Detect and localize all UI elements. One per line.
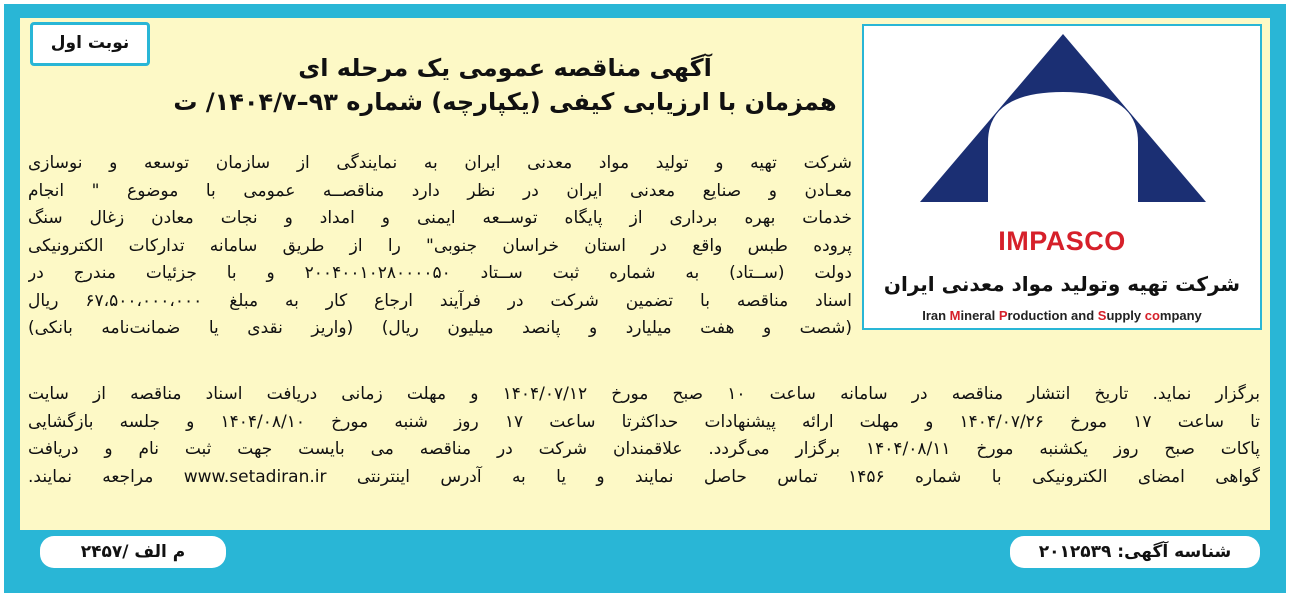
- ad-title: آگهی مناقصه عمومی یک مرحله ای: [298, 54, 712, 82]
- paragraph-line: (شصت و هفت میلیارد و پانصد میلیون ریال) (واریز نقدی یا ضمانت‌نامه بانکی): [28, 318, 852, 338]
- paragraph-line: خدمات بهره برداری از پایگاه توســعه ایمنی و امداد و نجات معادن زغال سنگ: [28, 208, 852, 228]
- paragraph-line: پروده طبس واقع در استان خراسان جنوبی" را از طریق سامانه تدارکات الکترونیکی: [28, 235, 852, 256]
- ad-paragraph-top: [28, 150, 852, 343]
- paragraph-line: معـادن و صنایع معدنی ایران در نظر دارد مناقصــه عمومی با موضوع " انجام: [28, 180, 852, 201]
- edition-badge: نوبت اول: [30, 22, 150, 66]
- paragraph-line: برگزار نماید. تاریخ انتشار مناقصه در سامانه ساعت ۱۰ صبح مورخ ۱۴۰۴/۰۷/۱۲ و مهلت زمانی دریافت اسناد مناقصه از سایت: [28, 384, 1260, 404]
- logo-brand-text: IMPASCO: [998, 226, 1126, 256]
- ad-id: شناسه آگهی: ۲۰۱۲۵۳۹: [1010, 536, 1260, 568]
- paragraph-line: گواهی امضای الکترونیکی با شماره ۱۴۵۶ تماس حاصل نمایند و یا به آدرس اینترنتی www.setadiran.ir مراجعه نمایند.: [28, 466, 1260, 487]
- paragraph-line: اسناد مناقصه با تضمین شرکت در فرآیند ارجاع کار به مبلغ ۶۷،۵۰۰،۰۰۰،۰۰۰ ریال: [28, 290, 852, 311]
- paragraph-line: دولت (ســتاد) به شماره ثبت ســتاد ۲۰۰۴۰۰۱۰۲۸۰۰۰۰۵۰ و با جزئیات مندرج در: [28, 263, 852, 283]
- logo-company-persian: شرکت تهیه وتولید مواد معدنی ایران: [883, 272, 1241, 296]
- ad-subtitle: همزمان با ارزیابی کیفی (یکپارچه) شماره ۹۳–۱۴۰۴/۷/ ت: [173, 88, 837, 116]
- logo-company-english: Iran Mineral Production and Supply company: [922, 308, 1202, 323]
- reference-number: م الف /۲۴۵۷: [40, 536, 226, 568]
- paragraph-line: شرکت تهیه و تولید مواد معدنی ایران به نمایندگی از سازمان توسعه و نوسازی: [28, 153, 852, 173]
- ad-paragraph-bottom: [28, 381, 1260, 491]
- company-logo-panel: [862, 24, 1262, 330]
- paragraph-line: تا ساعت ۱۷ مورخ ۱۴۰۴/۰۷/۲۶ و مهلت ارائه پیشنهادات حداکثرتا ساعت ۱۷ روز شنبه مورخ ۱۴۰۴/۰۸/۱۰ و جلسه بازگشایی: [28, 411, 1260, 432]
- impasco-logo-icon: [918, 32, 1208, 232]
- paragraph-line: پاکات صبح روز یکشنبه مورخ ۱۴۰۴/۰۸/۱۱ برگزار می‌گردد. علاقمندان شرکت در مناقصه می بایست جهت ثبت نام و دریافت: [28, 439, 1260, 459]
